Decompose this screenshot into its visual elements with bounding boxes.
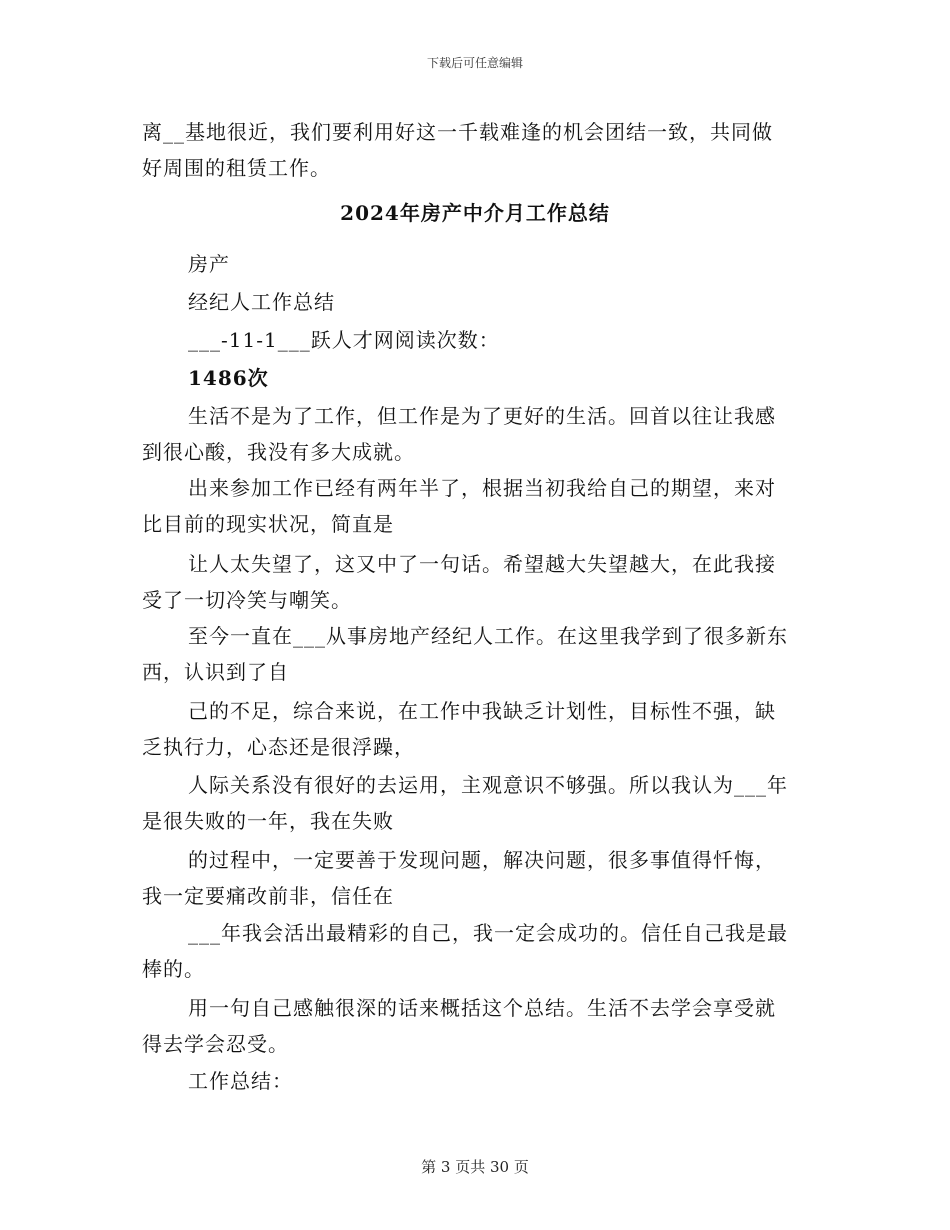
paragraph-line: 我一定要痛改前非，信任在 [142, 884, 394, 908]
paragraph-line: 经纪人工作总结 [188, 290, 335, 314]
paragraph-line: ___年我会活出最精彩的自己，我一定会成功的。信任自己我是最 [188, 921, 788, 945]
paragraph-line: 受了一切冷笑与嘲笑。 [142, 588, 352, 612]
paragraph-line: 出来参加工作已经有两年半了，根据当初我给自己的期望，来对 [188, 476, 776, 500]
paragraph-line: 人际关系没有很好的去运用，主观意识不够强。所以我认为___年 [188, 773, 788, 797]
paragraph-line: 让人太失望了，这又中了一句话。希望越大失望越大，在此我接 [188, 552, 776, 576]
section-heading: 工作总结： [188, 1069, 293, 1093]
paragraph-line: 用一句自己感触很深的话来概括这个总结。生活不去学会享受就 [188, 996, 776, 1020]
document-title: 2024年房产中介月工作总结 [340, 201, 610, 225]
read-count: 1486次 [188, 366, 269, 390]
paragraph-line: 己的不足，综合来说，在工作中我缺乏计划性，目标性不强，缺 [188, 699, 776, 723]
paragraph-line: ___-11-1___跃人才网阅读次数： [188, 328, 500, 352]
paragraph-line: 的过程中，一定要善于发现问题，解决问题，很多事值得忏悔， [188, 848, 776, 872]
paragraph-line: 好周围的租赁工作。 [142, 156, 331, 180]
page-footer: 第 3 页共 30 页 [421, 1158, 529, 1176]
paragraph-line: 乏执行力，心态还是很浮躁， [142, 735, 415, 759]
paragraph-line: 至今一直在___从事房地产经纪人工作。在这里我学到了很多新东 [188, 624, 788, 648]
paragraph-line: 西，认识到了自 [142, 660, 289, 684]
page-header: 下载后可任意编辑 [426, 56, 523, 70]
paragraph-line: 得去学会忍受。 [142, 1032, 289, 1056]
paragraph-line: 棒的。 [142, 957, 205, 981]
paragraph-line: 生活不是为了工作，但工作是为了更好的生活。回首以往让我感 [188, 404, 776, 428]
paragraph-line: 到很心酸，我没有多大成就。 [142, 440, 415, 464]
paragraph-line: 比目前的现实状况，简直是 [142, 512, 394, 536]
paragraph-line: 房产 [188, 252, 230, 276]
paragraph-line: 是很失败的一年，我在失败 [142, 809, 394, 833]
paragraph-line: 离__基地很近，我们要利用好这一千载难逢的机会团结一致，共同做 [142, 120, 773, 144]
